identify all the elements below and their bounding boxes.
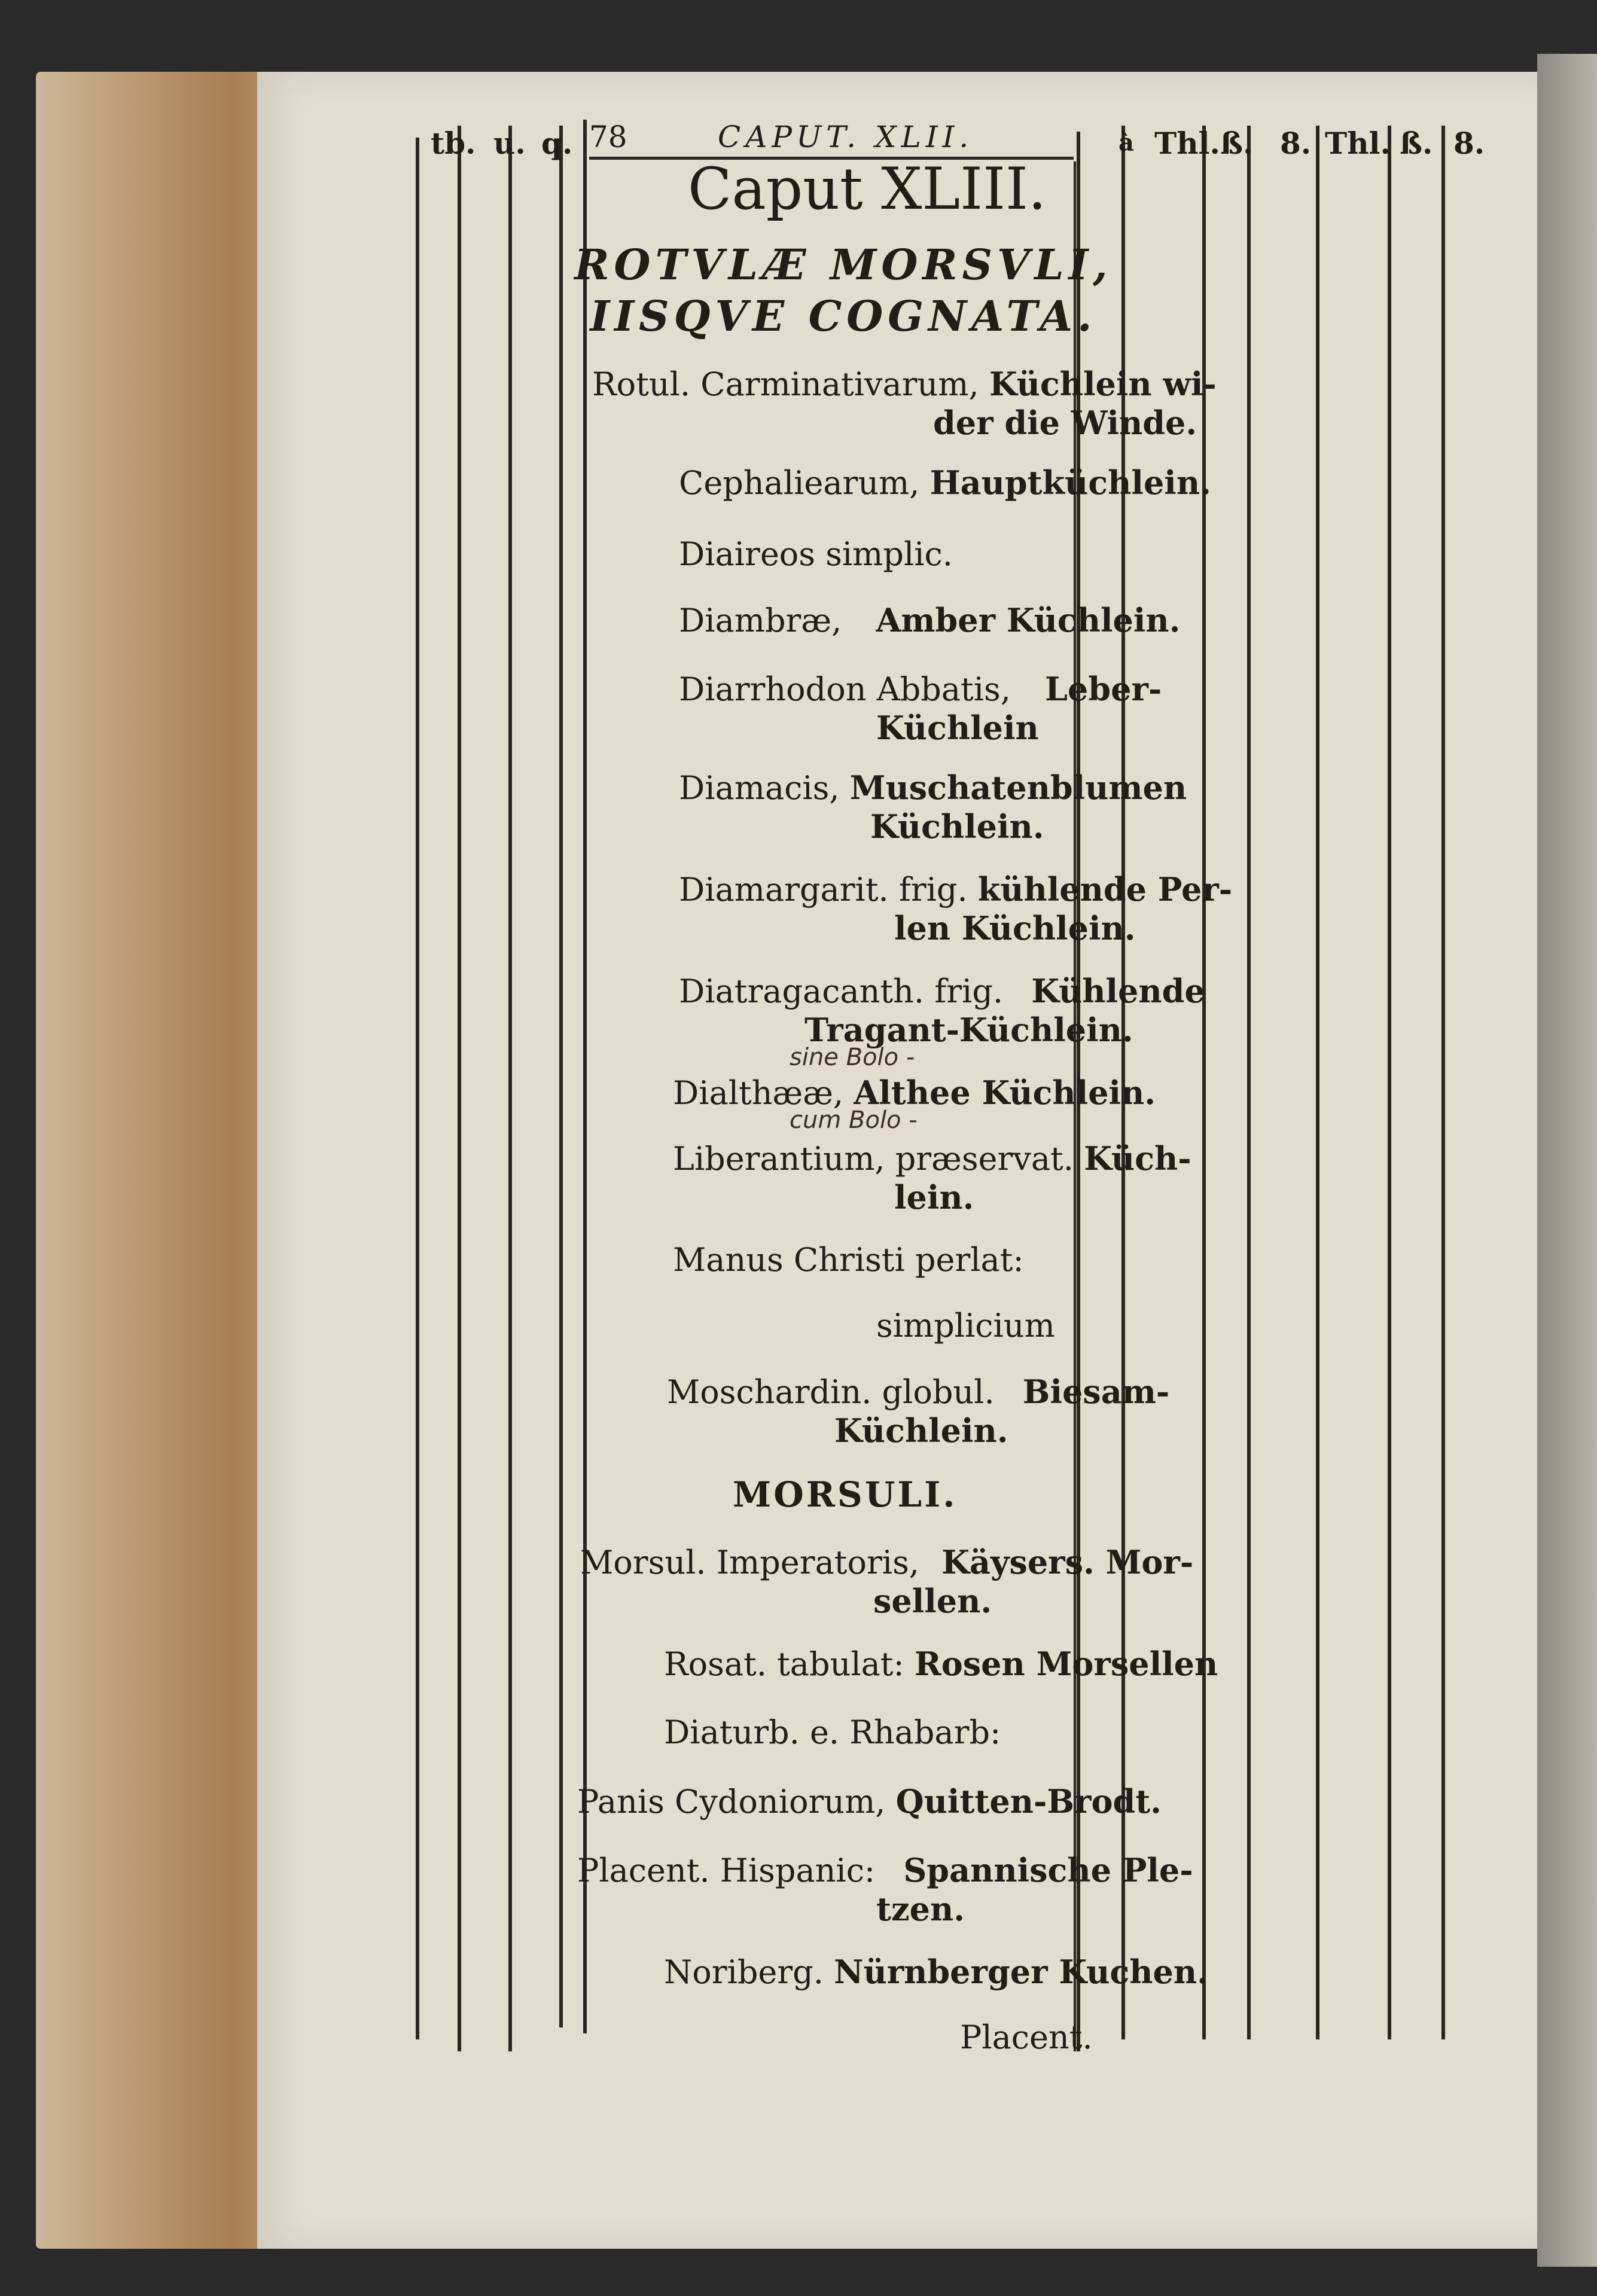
col-header-thl-2: Thl.	[1325, 126, 1391, 161]
next-page-edge	[1537, 54, 1597, 2267]
list-item: Rotul. Carminativarum, Küchlein wi- der die Winde.	[592, 365, 1217, 442]
list-item: Diambræ, Amber Küchlein.	[679, 601, 1181, 639]
column-rule	[1441, 126, 1445, 2039]
list-item: Rosat. tabulat: Rosen Morsellen	[664, 1645, 1218, 1683]
subtitle-line-2: IISQVE COGNATA.	[590, 291, 1097, 341]
column-rule	[458, 126, 461, 2051]
subtitle-line-1: ROTVLÆ MORSVLI,	[574, 240, 1113, 289]
list-item: Cephaliearum, Hauptküchlein.	[679, 464, 1211, 502]
list-item: Morsul. Imperatoris, Käysers. Mor- sellen.	[580, 1543, 1194, 1620]
column-rule	[508, 126, 512, 2051]
col-header-a: à	[1118, 129, 1134, 157]
list-item: Manus Christi perlat:	[673, 1241, 1024, 1279]
col-header-ss-1: ß.	[1220, 126, 1254, 161]
running-title: CAPUT. XLII.	[718, 120, 974, 154]
col-header-q: q.	[541, 126, 573, 161]
col-header-u: u.	[493, 126, 526, 161]
list-item: simplicium	[876, 1307, 1055, 1344]
list-item: Diaturb. e. Rhabarb:	[664, 1713, 1001, 1751]
handwritten-annotation: sine Bolo -	[790, 1044, 915, 1071]
handwritten-annotation: cum Bolo -	[790, 1106, 918, 1134]
chapter-subtitle	[574, 239, 1113, 342]
col-header-d-1: 8.	[1280, 126, 1312, 161]
col-header-thl-1: Thl.	[1154, 126, 1220, 161]
list-item: Moschardin. globul. Biesam- Küchlein.	[667, 1373, 1170, 1450]
list-item: Liberantium, præservat. Küch- lein.	[673, 1139, 1191, 1216]
chapter-title: Caput XLIII.	[688, 155, 1047, 222]
list-item: Diamargarit. frig. kühlende Per- len Küchlein.	[679, 870, 1233, 947]
list-item: Diaireos simplic.	[679, 535, 953, 573]
list-item: Diarrhodon Abbatis, Leber- Küchlein	[679, 670, 1162, 747]
list-item: Diamacis, Muschatenblumen Küchlein.	[679, 769, 1187, 846]
column-rule	[583, 120, 587, 2033]
column-rule	[1316, 126, 1319, 2039]
column-rule	[416, 138, 419, 2039]
list-item: Dialthææ, Althee Küchlein.	[673, 1074, 1156, 1112]
list-item: Placent. Hispanic: Spannische Ple- tzen.	[577, 1851, 1193, 1928]
col-header-ss-2: ß.	[1400, 126, 1433, 161]
list-item: Noriberg. Nürnberger Kuchen.	[664, 1953, 1208, 1991]
col-header-tb: tb.	[431, 126, 476, 161]
page-number: 78	[589, 120, 627, 154]
list-item: Diatragacanth. frig. Kühlende Tragant-Küchlein.	[679, 972, 1205, 1049]
column-rule	[1247, 126, 1251, 2039]
col-header-d-2: 8.	[1453, 126, 1485, 161]
list-item: Panis Cydoniorum, Quitten-Brodt.	[577, 1782, 1162, 1821]
column-rule	[1388, 126, 1391, 2039]
list-item: Placent.	[960, 2018, 1093, 2056]
section-title: MORSULI.	[733, 1474, 958, 1515]
column-rule	[559, 126, 563, 2027]
